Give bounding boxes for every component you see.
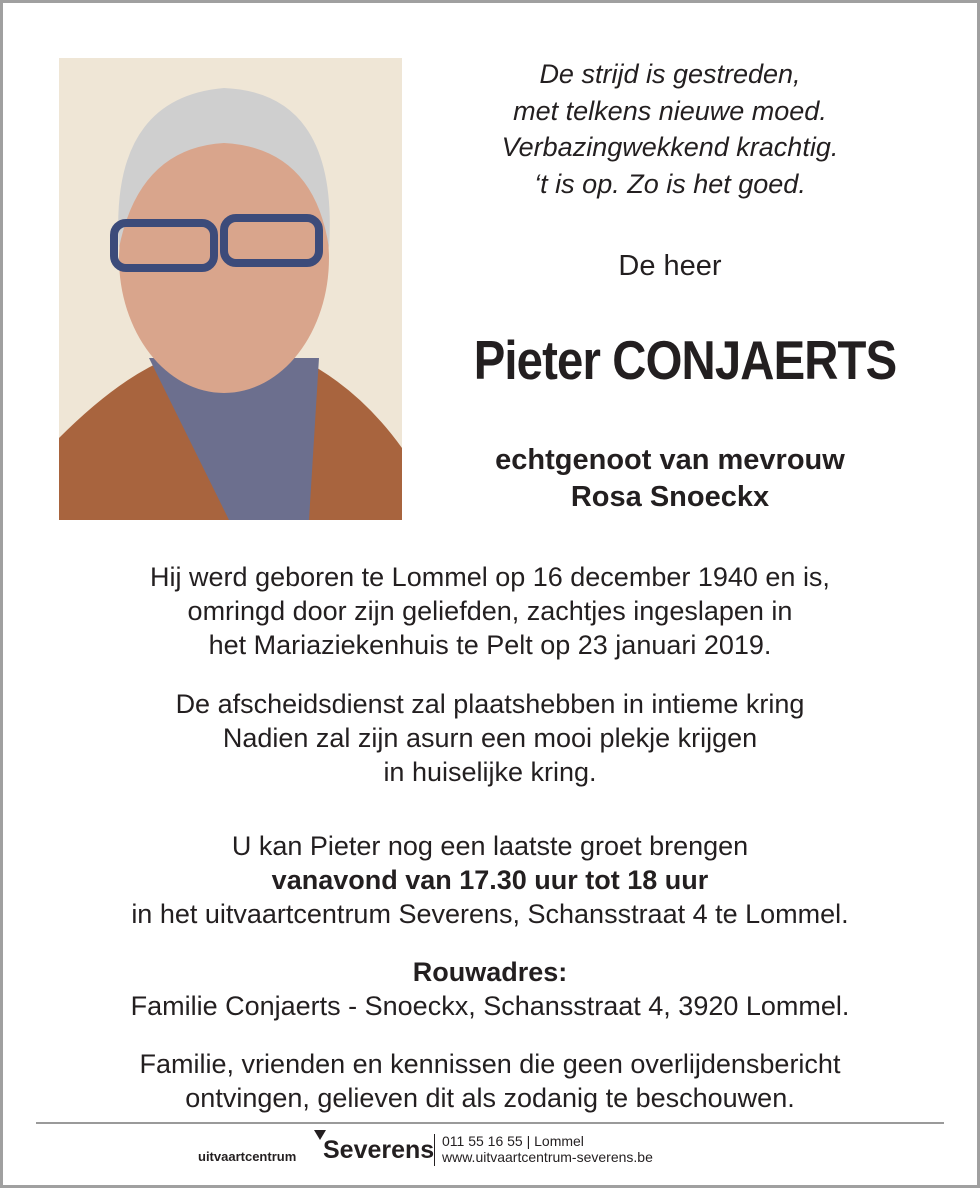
- website-link[interactable]: www.uitvaartcentrum-severens.be: [442, 1149, 653, 1165]
- address-label: Rouwadres:: [412, 957, 568, 987]
- divider: [36, 1122, 944, 1124]
- text-line: omringd door zijn geliefden, zachtjes ingeslapen in: [187, 596, 793, 626]
- spouse-line: echtgenoot van mevrouw: [495, 444, 845, 476]
- deceased-name: Pieter CONJAERTS: [473, 329, 897, 391]
- spouse-info: [420, 442, 920, 516]
- logo-small-text: uitvaartcentrum: [198, 1149, 297, 1164]
- text-line: ontvingen, gelieven dit als zodanig te beschouwen.: [185, 1083, 795, 1113]
- poem-line: De strijd is gestreden,: [539, 59, 801, 89]
- phone-line: 011 55 16 55 | Lommel: [442, 1133, 584, 1149]
- poem-line: Verbazingwekkend krachtig.: [501, 132, 839, 162]
- visit-paragraph: [0, 829, 980, 931]
- poem-line: ‘t is op. Zo is het goed.: [534, 168, 806, 199]
- contact-info: [442, 1133, 653, 1165]
- text-line: in het uitvaartcentrum Severens, Schansstraat 4 te Lommel.: [131, 899, 849, 929]
- spouse-name: Rosa Snoeckx: [570, 481, 770, 513]
- birth-paragraph: [0, 560, 980, 662]
- visit-time: vanavond van 17.30 uur tot 18 uur: [271, 865, 709, 895]
- portrait-photo: [59, 58, 402, 520]
- closing-paragraph: [0, 1047, 980, 1115]
- footer: [0, 1128, 980, 1178]
- text-line: De afscheidsdienst zal plaatshebben in intieme kring: [175, 689, 805, 719]
- text-line: Familie, vrienden en kennissen die geen overlijdensbericht: [139, 1049, 841, 1079]
- logo-big-text: Severens: [323, 1136, 435, 1164]
- text-line: Hij werd geboren te Lommel op 16 december 1940 en is,: [150, 562, 830, 592]
- poem: [440, 56, 900, 202]
- address-paragraph: [0, 955, 980, 1023]
- text-line: het Mariaziekenhuis te Pelt op 23 januari 2019.: [208, 630, 772, 660]
- text-line: Nadien zal zijn asurn een mooi plekje krijgen: [222, 723, 758, 753]
- address-value: Familie Conjaerts - Snoeckx, Schansstraat 4, 3920 Lommel.: [130, 991, 850, 1021]
- text-line: in huiselijke kring.: [383, 757, 597, 787]
- service-paragraph: [0, 687, 980, 789]
- poem-line: met telkens nieuwe moed.: [513, 95, 827, 126]
- text-line: U kan Pieter nog een laatste groet brengen: [231, 831, 749, 861]
- separator: [434, 1134, 435, 1166]
- salutation: De heer: [618, 250, 722, 282]
